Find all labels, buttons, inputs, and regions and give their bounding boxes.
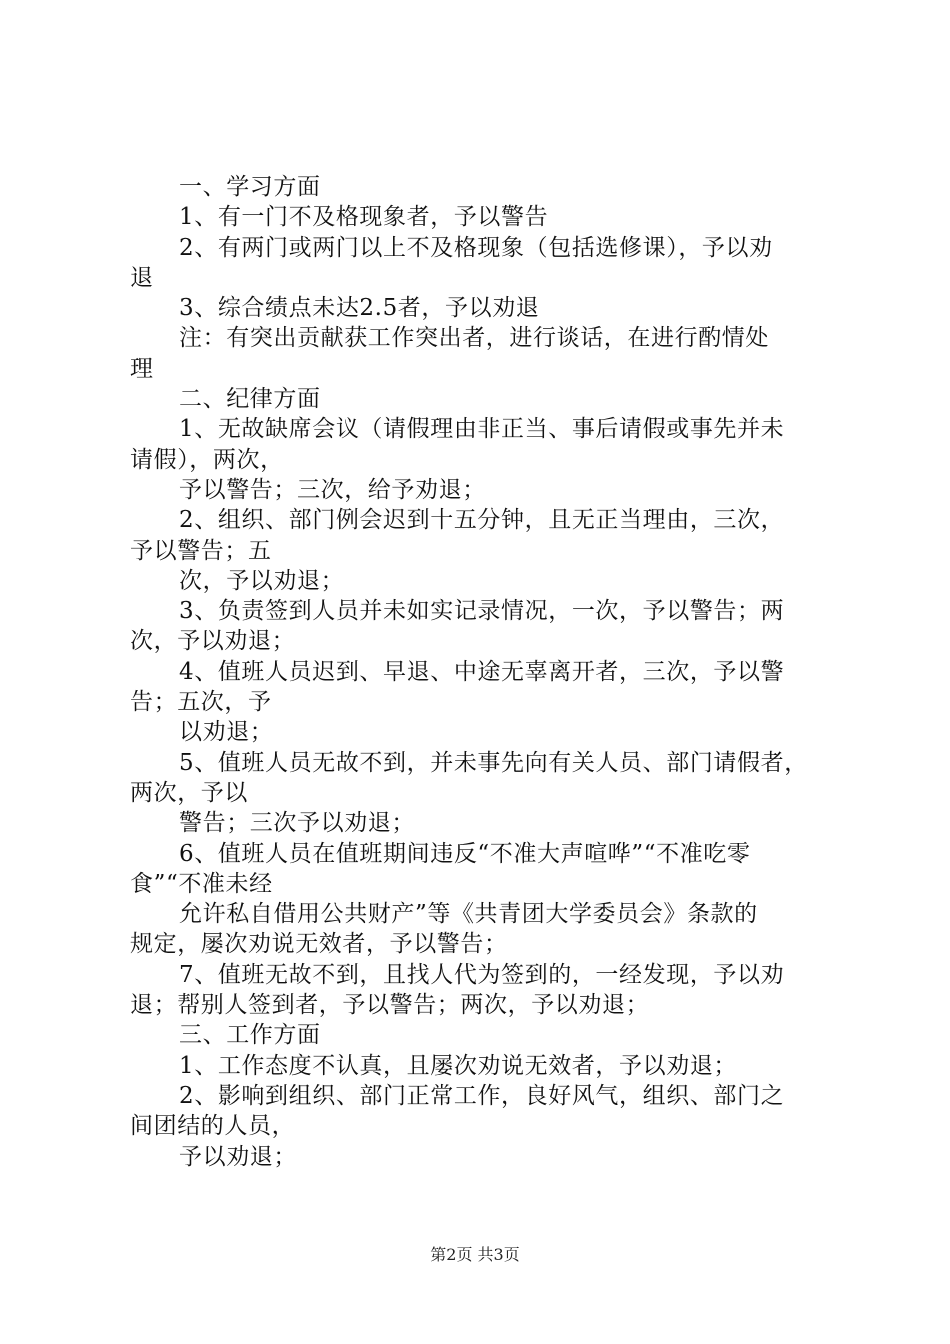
text-line: 2、组织、部门例会迟到十五分钟，且无正当理由，三次，: [179, 507, 785, 534]
text-line: 警告；三次予以劝退；: [179, 810, 415, 837]
text-line: 理: [130, 355, 154, 382]
text-line: 7、值班无故不到，且找人代为签到的，一经发现，予以劝: [179, 961, 785, 988]
text-line: 1、无故缺席会议（请假理由非正当、事后请假或事先并未: [179, 416, 785, 443]
text-line: 退；帮别人签到者，予以警告；两次，予以劝退；: [130, 992, 650, 1019]
text-line: 次，予以劝退；: [130, 628, 296, 655]
text-line: 6、值班人员在值班期间违反“不准大声喧哗”“不准吃零: [179, 840, 751, 867]
text-line: 予以警告；五: [130, 537, 272, 564]
text-line: 1、工作态度不认真，且屡次劝说无效者，予以劝退；: [179, 1052, 738, 1079]
text-line: 3、负责签到人员并未如实记录情况，一次，予以警告；两: [179, 598, 785, 625]
text-line: 允许私自借用公共财产”等《共青团大学委员会》条款的: [179, 901, 758, 928]
text-line: 退: [130, 264, 154, 291]
text-line: 告；五次，予: [130, 689, 272, 716]
text-line: 2、有两门或两门以上不及格现象（包括选修课），予以劝: [179, 234, 773, 261]
text-line: 请假），两次，: [130, 446, 284, 473]
text-line: 一、学习方面: [179, 174, 321, 200]
text-line: 1、有一门不及格现象者，予以警告: [179, 204, 549, 231]
text-line: 予以劝退；: [179, 1143, 297, 1170]
text-line: 3、综合绩点未达2.5者，予以劝退: [179, 295, 540, 322]
document-body: [130, 172, 835, 1172]
text-line: 两次，予以: [130, 779, 248, 806]
text-line: 三、工作方面: [179, 1022, 321, 1049]
text-line: 次，予以劝退；: [179, 567, 345, 594]
text-line: 食”“不准未经: [130, 870, 273, 897]
text-line: 间团结的人员，: [130, 1113, 296, 1140]
page-footer: 第2页 共3页: [430, 1245, 520, 1264]
text-line: 以劝退；: [179, 719, 274, 746]
text-line: 规定，屡次劝说无效者，予以警告；: [130, 931, 508, 958]
text-line: 予以警告；三次，给予劝退；: [179, 476, 486, 503]
text-line: 5、值班人员无故不到，并未事先向有关人员、部门请假者，: [179, 749, 808, 776]
text-line: 2、影响到组织、部门正常工作，良好风气，组织、部门之: [179, 1082, 785, 1109]
text-line: 4、值班人员迟到、早退、中途无辜离开者，三次，予以警: [179, 658, 785, 685]
text-line: 注：有突出贡献获工作突出者，进行谈话，在进行酌情处: [179, 325, 769, 352]
text-line: 二、纪律方面: [179, 386, 321, 413]
